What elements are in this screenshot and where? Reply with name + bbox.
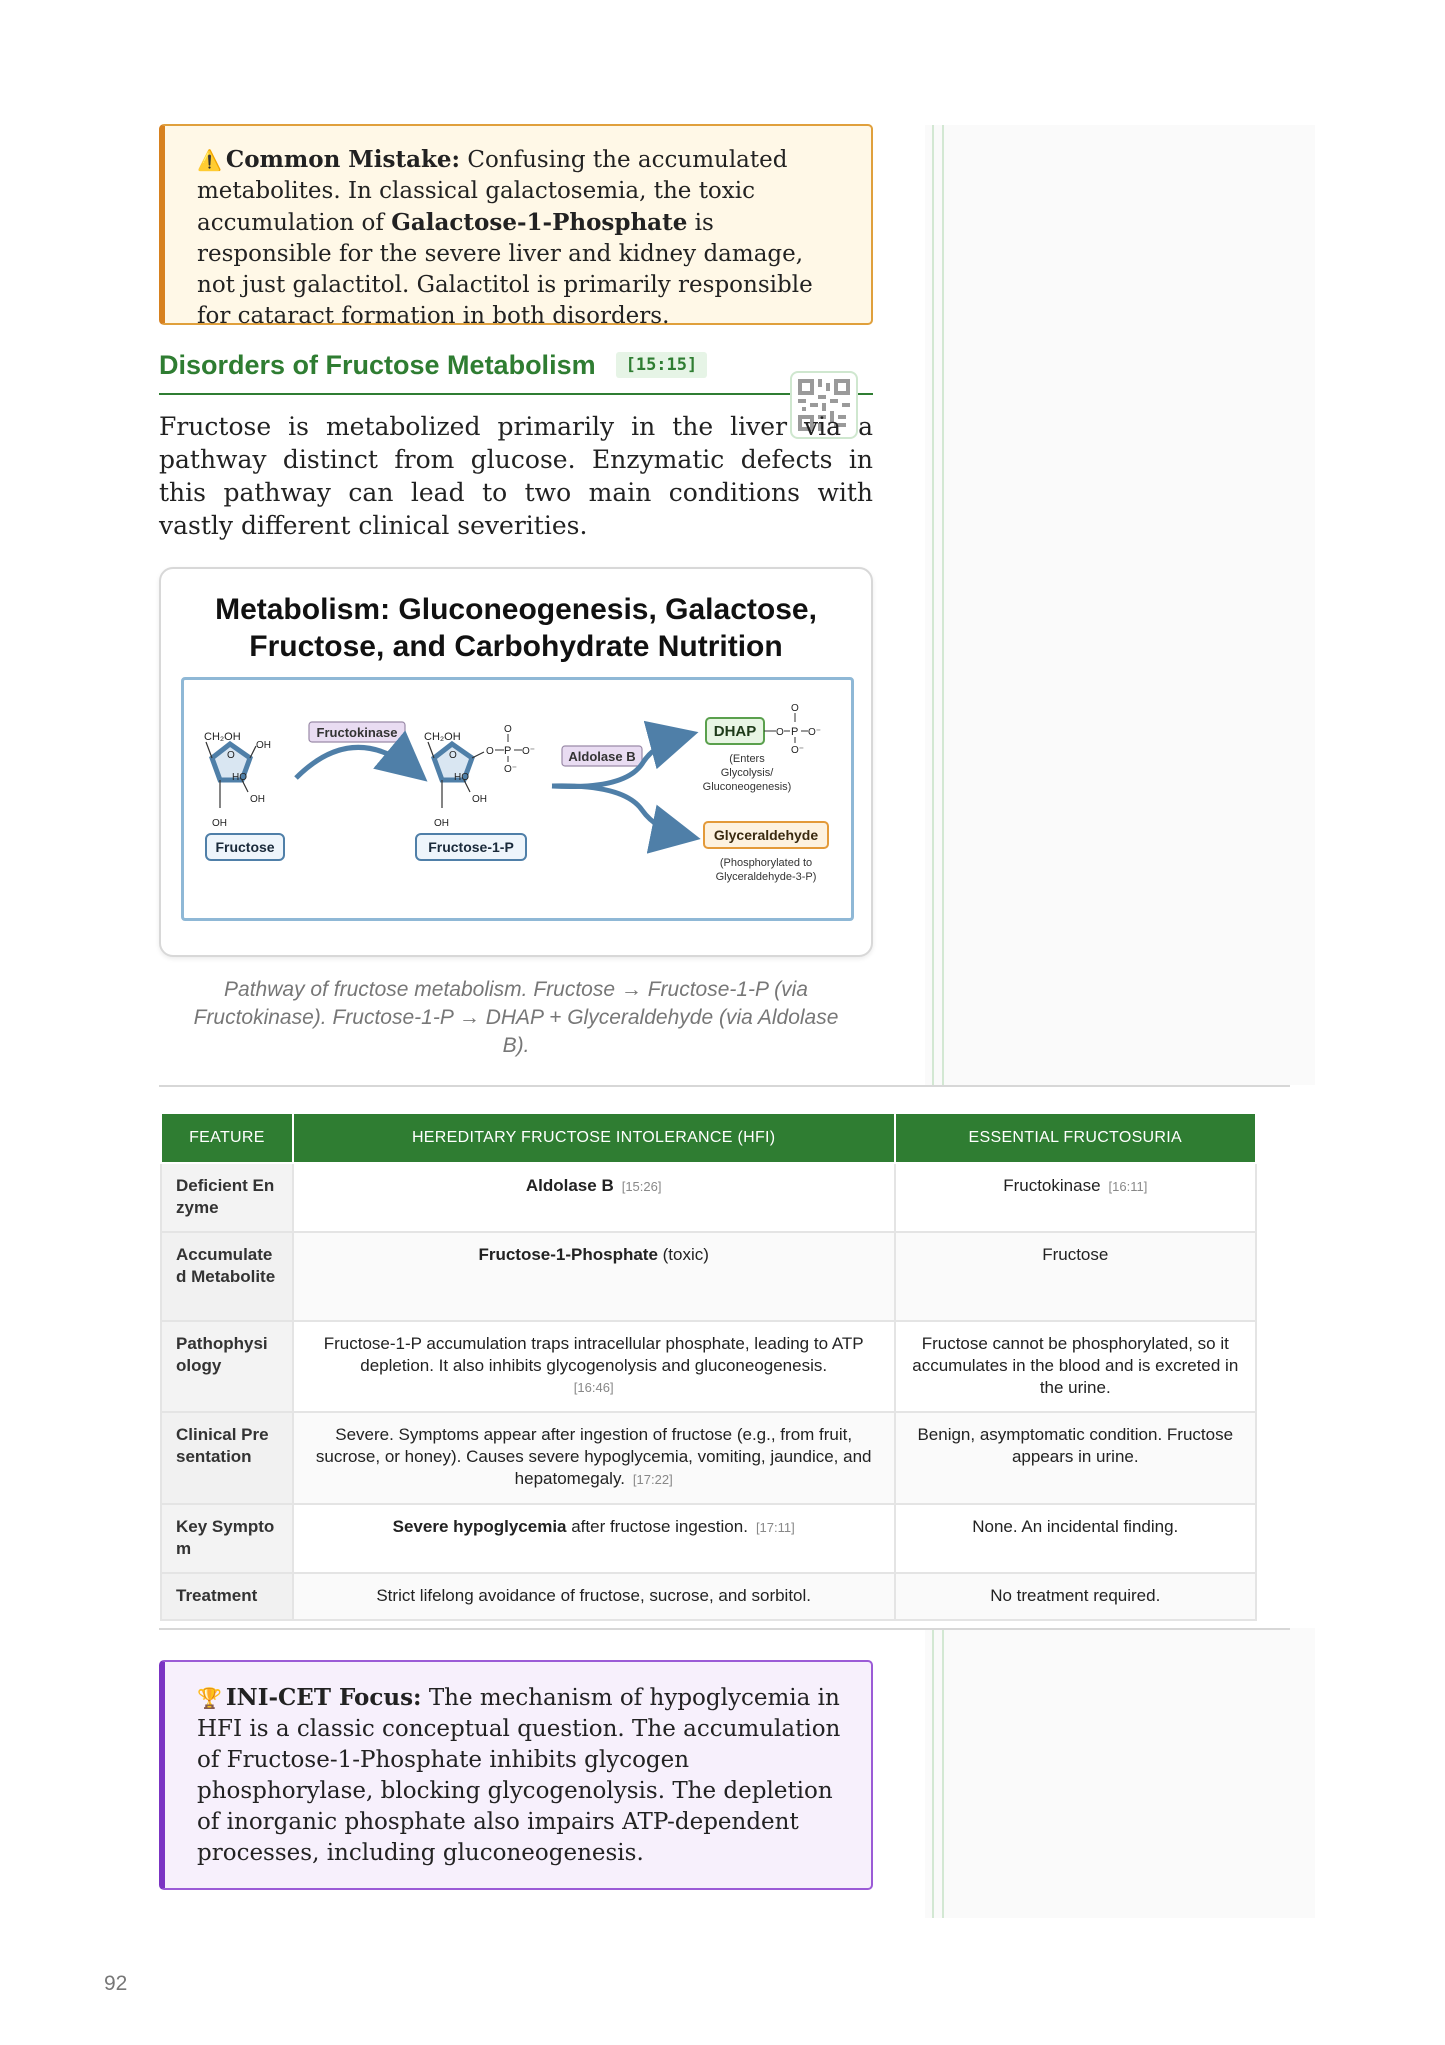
column-header: ESSENTIAL FRUCTOSURIA (895, 1113, 1256, 1163)
hfi-cell (293, 1321, 895, 1412)
margin-rule (932, 125, 934, 1085)
callout-text: is responsible for the severe liver and kidney damage, not just galactitol. Galactitol is primarily responsible for cataract formation in both disorders. (197, 210, 813, 329)
section-rule (159, 393, 873, 395)
table-header-row (161, 1113, 1256, 1163)
cell-text: Fructose (1042, 1245, 1109, 1264)
margin-rule (942, 1628, 944, 1918)
trophy-icon: 🏆 (197, 1686, 222, 1710)
ho-label: HO (232, 772, 247, 783)
timestamp-link[interactable]: [16:11] (1108, 1179, 1148, 1194)
figure-caption: Pathway of fructose metabolism. Fructose → Fructose-1-P (via Fructokinase). Fructose-1-P → DHAP + Glyceraldehyde (via Aldolase B). (193, 978, 839, 1057)
column-header: HEREDITARY FRUCTOSE INTOLERANCE (HFI) (293, 1113, 895, 1163)
oh-label: OH (472, 794, 487, 805)
pathway-figure (159, 567, 873, 957)
fructose-box: Fructose (215, 839, 275, 855)
ho-label: HO (454, 772, 469, 783)
cell-text: (toxic) (657, 1245, 709, 1264)
phosphate-o-label: O (776, 727, 784, 738)
table-row (161, 1232, 1256, 1321)
section-title: Disorders of Fructose Metabolism (159, 349, 596, 380)
hfi-cell (293, 1504, 895, 1573)
figure-title-line: Fructose, and Carbohydrate Nutrition (249, 630, 783, 663)
ring-o-label: O (227, 750, 235, 761)
timestamp-badge[interactable]: [15:15] (616, 352, 708, 378)
cell-text: Fructose cannot be phosphorylated, so it accumulates in the blood and is excreted in the urine. (912, 1334, 1239, 1397)
fructokinase-arrow (296, 747, 416, 778)
hfi-cell (293, 1232, 895, 1321)
cell-bold: Aldolase B (525, 1176, 614, 1195)
cell-text: No treatment required. (990, 1586, 1161, 1605)
ch2oh-label: CH₂OH (424, 731, 461, 743)
dhap-note: (Enters (729, 753, 765, 765)
cell-text: Fructose-1-P accumulation traps intracellular phosphate, leading to ATP depletion. It also inhibits glycogenolysis and gluconeogenesis. (323, 1334, 864, 1375)
pathway-diagram (181, 677, 854, 921)
glyceraldehyde-note: Glyceraldehyde-3-P) (715, 871, 817, 883)
margin-rule (942, 125, 944, 1085)
phosphate-o-label: O (791, 703, 799, 714)
cell-text: Severe. Symptoms appear after ingestion of fructose (e.g., from fruit, sucrose, or honey). Causes severe hypoglycemia, vomiting, jaundice, and hepatomegaly. (315, 1425, 872, 1488)
callout-label: Common Mistake: (225, 146, 461, 173)
feature-cell: Pathophysiology (161, 1321, 293, 1412)
ef-cell (895, 1321, 1256, 1412)
callout-emphasis: Galactose-1-Phosphate (391, 209, 688, 236)
cell-text: Benign, asymptomatic condition. Fructose appears in urine. (917, 1425, 1234, 1466)
oh-label: OH (250, 794, 265, 805)
ef-cell (895, 1232, 1256, 1321)
phosphate-o-minus-label: O⁻ (791, 745, 805, 756)
feature-cell: Treatment (161, 1573, 293, 1620)
fructose-1p-box: Fructose-1-P (428, 839, 514, 855)
phosphate-o-minus-label: O⁻ (522, 746, 536, 757)
dhap-note: Glycolysis/ (720, 767, 774, 779)
feature-cell: Deficient Enzyme (161, 1163, 293, 1232)
ini-cet-focus-callout (159, 1660, 873, 1890)
cell-text: after fructose ingestion. (566, 1517, 748, 1536)
feature-cell: Key Symptom (161, 1504, 293, 1573)
table-row (161, 1321, 1256, 1412)
figure-title (161, 591, 871, 665)
dhap-box: DHAP (713, 723, 757, 740)
ef-cell (895, 1163, 1256, 1232)
section-heading (159, 350, 707, 380)
phosphate-o-minus-label: O⁻ (504, 764, 518, 775)
phosphate-o-minus-label: O⁻ (808, 727, 822, 738)
ch2oh-label: CH₂OH (204, 731, 241, 743)
oh-label: OH (256, 740, 271, 751)
oh-label: OH (212, 818, 227, 829)
phosphate-p-label: P (504, 745, 512, 757)
figure-title-line: Metabolism: Gluconeogenesis, Galactose, (215, 593, 817, 626)
glyceraldehyde-note: (Phosphorylated to (719, 857, 813, 869)
section-divider (159, 1628, 1290, 1630)
ef-cell (895, 1573, 1256, 1620)
hfi-cell (293, 1163, 895, 1232)
margin-rule (932, 1628, 934, 1918)
timestamp-link[interactable]: [17:11] (755, 1520, 795, 1535)
cell-text: None. An incidental finding. (972, 1517, 1179, 1536)
ring-o-label: O (449, 750, 457, 761)
table-row (161, 1504, 1256, 1573)
cell-bold: Fructose-1-Phosphate (478, 1245, 658, 1264)
table-row (161, 1412, 1256, 1504)
column-header: FEATURE (161, 1113, 293, 1163)
comparison-table (160, 1112, 1257, 1621)
table-row (161, 1163, 1256, 1232)
cell-text: Strict lifelong avoidance of fructose, sucrose, and sorbitol. (376, 1586, 812, 1605)
feature-cell: Accumulated Metabolite (161, 1232, 293, 1321)
aldolase-b-label: Aldolase B (568, 749, 636, 764)
page-number: 92 (104, 1972, 128, 1995)
timestamp-link[interactable]: [16:46] (573, 1380, 614, 1395)
table-row (161, 1573, 1256, 1620)
phosphate-p-label: P (791, 726, 799, 738)
callout-text: The mechanism of hypoglycemia in HFI is a classic conceptual question. The accumulation of Fructose-1-Phosphate inhibits glycogen phosphorylase, blocking glycogenolysis. The depletion of inorganic phosphate also impairs ATP-dependent processes, including gluconeogenesis. (197, 1685, 841, 1866)
dhap-note: Gluconeogenesis) (702, 781, 792, 793)
intro-paragraph: Fructose is metabolized primarily in the liver via a pathway distinct from glucose. Enzymatic defects in this pathway can lead to two main conditions with vastly different clinical severities. (159, 412, 873, 540)
callout-label: INI-CET Focus: (225, 1684, 422, 1711)
timestamp-link[interactable]: [17:22] (632, 1472, 673, 1487)
warning-icon: ⚠️ (197, 148, 222, 172)
ef-cell (895, 1412, 1256, 1504)
aldolase-arrow-glyceraldehyde (552, 786, 686, 836)
glyceraldehyde-box: Glyceraldehyde (713, 827, 819, 843)
section-divider (159, 1085, 1290, 1087)
feature-cell: Clinical Presentation (161, 1412, 293, 1504)
ef-cell (895, 1504, 1256, 1573)
phosphate-o-label: O (486, 746, 494, 757)
fructokinase-label: Fructokinase (316, 725, 398, 740)
notes-column-bottom (925, 1628, 1315, 1918)
hfi-cell (293, 1412, 895, 1504)
common-mistake-callout (159, 124, 873, 329)
timestamp-link[interactable]: [15:26] (621, 1179, 662, 1194)
notes-column-top (925, 125, 1315, 1085)
oh-label: OH (434, 818, 449, 829)
cell-bold: Severe hypoglycemia (392, 1517, 567, 1536)
callout-text: Confusing the accumulated metabolites. In classical galactosemia, the toxic accumulation of (197, 147, 788, 236)
cell-text: Fructokinase (1003, 1176, 1101, 1195)
hfi-cell (293, 1573, 895, 1620)
phosphate-o-label: O (504, 724, 512, 735)
